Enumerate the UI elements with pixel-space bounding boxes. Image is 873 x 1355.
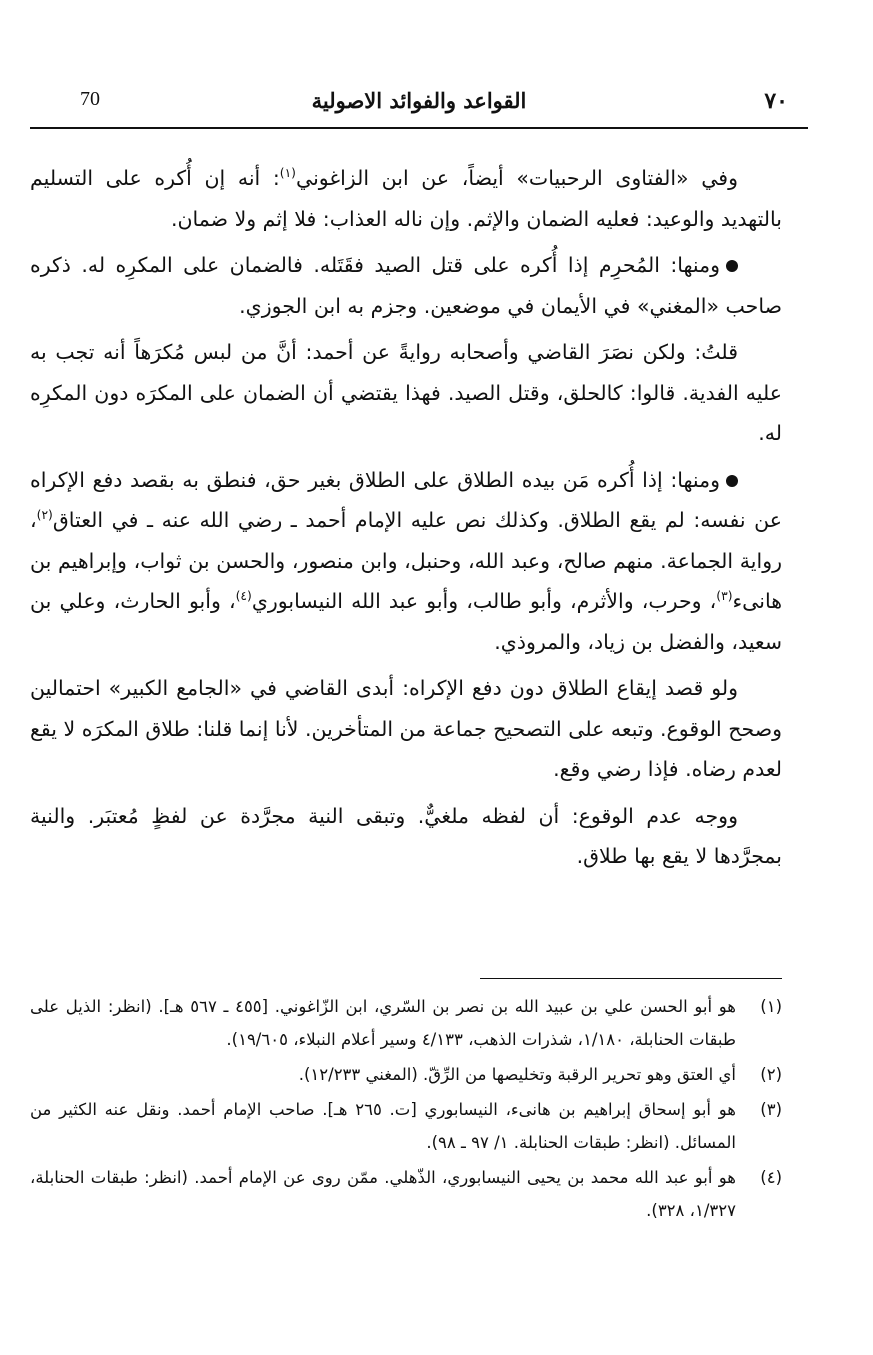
footnote-number: (١) <box>760 997 782 1016</box>
footnote <box>30 1058 782 1091</box>
paragraph: وفي «الفتاوى الرحبيات» أيضاً، عن ابن الزاغوني$^{(١)}$: أنه إن أُكره على التسليم بالتهديد والوعيد: فعليه الضمان والإثم. وإن ناله العذاب: فلا إثم ولا ضمان. <box>30 166 782 231</box>
footnote-text: أي العتق وهو تحرير الرقبة وتخليصها من الرِّقّ. (المغني ١٢/٢٣٣). <box>298 1065 736 1084</box>
footnote-text: هو أبو عبد الله محمد بن يحيى النيسابوري، الذّهلي. ممّن روى عن الإمام أحمد. (انظر: طبقات الحنابلة، ١/٣٢٧، ٣٢٨). <box>30 1168 736 1220</box>
paragraph: قلتُ: ولكن نصَرَ القاضي وأصحابه روايةً عن أحمد: أنَّ من لبس مُكرَهاً أنه تجب به عليه الفدية. قالوا: كالحلق، وقتل الصيد. فهذا يقتضي أن الضمان على المكرَه دون المكرِه له. <box>30 340 782 445</box>
footnote-number: (٢) <box>760 1065 782 1084</box>
paragraph: ومنها: إذا أُكره مَن بيده الطلاق على الطلاق بغير حق، فنطق به بقصد دفع الإكراه عن نفسه: لم يقع الطلاق. وكذلك نص عليه الإمام أحمد ـ رضي الله عنه ـ في العتاق$^{(٢)}$، رواية الجماعة. منهم صالح، وعبد الله، وحنبل، وابن منصور، والحسن بن ثواب، وإبراهيم بن هانىء$^{(٣)}$، وحرب، والأثرم، وأبو طالب، وأبو عبد الله النيسابوري$^{(٤)}$، وأبو الحارث، وعلي بن سعيد، والفضل بن زياد، والمروذي. <box>30 467 783 654</box>
footnote-ref[interactable]: (١) <box>279 166 296 181</box>
footnote-separator <box>480 978 782 979</box>
main-text <box>30 158 782 883</box>
footnote-ref[interactable]: (٢) <box>36 508 53 523</box>
footnotes <box>30 990 782 1229</box>
header-rule <box>30 127 808 129</box>
footnote-text: هو أبو الحسن علي بن عبيد الله بن نصر بن السّري، ابن الزّاغوني. [٤٥٥ ـ ٥٦٧ هـ]. (انظر: الذيل على طبقات الحنابلة، ١/١٨٠، شذرات الذهب، ٤/١٣٣ وسير أعلام النبلاء، ١٩/٦٠٥). <box>30 997 737 1049</box>
footnote <box>30 1093 782 1159</box>
footnote-ref[interactable]: (٣) <box>716 589 733 604</box>
page-number-latin: 70 <box>80 88 100 110</box>
footnote <box>30 990 782 1056</box>
footnote-number: (٤) <box>760 1168 782 1187</box>
footnote-number: (٣) <box>760 1100 782 1119</box>
running-header <box>30 88 808 124</box>
footnote-ref[interactable]: (٤) <box>235 589 252 604</box>
paragraph: ووجه عدم الوقوع: أن لفظه ملغيٌّ. وتبقى النية مجرَّدة عن لفظٍ مُعتبَر. والنية بمجرَّدها لا يقع بها طلاق. <box>30 803 782 868</box>
bullet-icon <box>726 260 738 272</box>
paragraph: ومنها: المُحرِم إذا أُكره على قتل الصيد فقَتَله. فالضمان على المكرِه له. ذكره صاحب «المغني» في الأيمان في موضعين. وجزم به ابن الجوزي. <box>30 253 782 318</box>
running-title: القواعد والفوائد الاصولية <box>311 88 527 113</box>
page-number-arabic: ٧٠ <box>764 88 788 114</box>
paragraph: ولو قصد إيقاع الطلاق دون دفع الإكراه: أبدى القاضي في «الجامع الكبير» احتمالين وصحح الوقوع. وتبعه على التصحيح جماعة من المتأخرين. لأنا إنما قلنا: طلاق المكرَه لا يقع لعدم رضاه. فإذا رضي وقع. <box>30 676 782 781</box>
footnote <box>30 1161 782 1227</box>
bullet-icon <box>726 475 738 487</box>
footnote-text: هو أبو إسحاق إبراهيم بن هانىء، النيسابوري [ت. ٢٦٥ هـ]. صاحب الإمام أحمد. ونقل عنه الكثير من المسائل. (انظر: طبقات الحنابلة. ١/ ٩٧ ـ ٩٨). <box>30 1100 736 1152</box>
